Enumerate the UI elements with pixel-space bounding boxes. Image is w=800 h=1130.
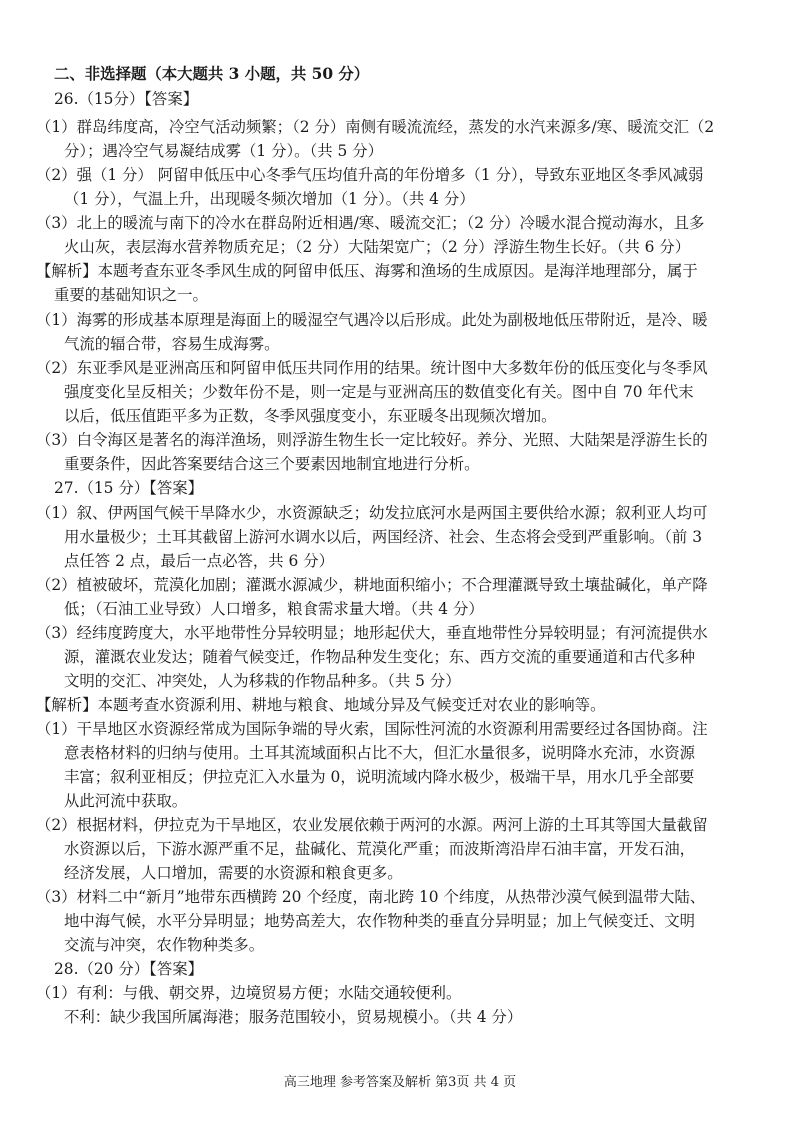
q26-analysis-line: 重要条件，因此答案要结合这三个要素因地制宜地进行分析。	[64, 455, 480, 473]
q26-answer-line: 火山灰，表层海水营养物质充足；（2 分）大陆架宽广；（2 分）浮游生物生长好。（共 6 分）	[64, 238, 691, 256]
q27-analysis-line: （1）干旱地区水资源经常成为国际争端的导火索，国际性河流的水资源利用需要经过各国协商。注	[36, 720, 708, 738]
q26-analysis-line: （1）海雾的形成基本原理是海面上的暖湿空气遇冷以后形成。此处为副极地低压带附近，是冷、暖	[36, 311, 708, 329]
q27-answer-line: （3）经纬度跨度大，水平地带性分异较明显；地形起伏大，垂直地带性分异较明显；有河流提供水	[36, 624, 708, 642]
q27-analysis-line: 从此河流中获取。	[64, 792, 188, 810]
q26-analysis-line: 【解析】本题考查东亚冬季风生成的阿留申低压、海雾和渔场的生成原因。是海洋地理部分，属于	[36, 262, 698, 280]
q27-answer-line: 文明的交汇、冲突处，人为移栽的作物品种多。（共 5 分）	[64, 672, 461, 690]
q26-analysis-line: （3）白令海区是著名的海洋渔场，则浮游生物生长一定比较好。养分、光照、大陆架是浮游生长的	[36, 431, 708, 449]
q27-analysis-line: 经济发展，人口增加，需要的水资源和粮食更多。	[64, 864, 403, 882]
q26-analysis-line: 强度变化呈反相关；少数年份不是，则一定是与亚洲高压的数值变化有关。图中自 70 年代末	[64, 383, 694, 401]
q26-answer-line: （1）群岛纬度高，冷空气活动频繁；（2 分）南侧有暖流流经，蒸发的水汽来源多/寒、暖流交汇（2	[36, 118, 715, 136]
page-footer: 高三地理 参考答案及解析 第3页 共 4 页	[283, 1075, 517, 1090]
q27-analysis-line: 交流与冲突，农作物种类多。	[64, 936, 265, 954]
q26-analysis-line: 以后，低压值距平多为正数，冬季风强度变小，东亚暖冬出现频次增加。	[64, 407, 557, 425]
q28-answer-line: （1）有利：与俄、朝交界，边境贸易方便；水陆交通较便利。	[36, 984, 462, 1002]
q26-answer-line: 分）；遇冷空气易凝结成雾（1 分）。（共 5 分）	[64, 142, 383, 160]
q27-analysis-line: （3）材料二中“新月”地带东西横跨 20 个经度，南北跨 10 个纬度，从热带沙漠气候到温带大陆、	[36, 888, 706, 906]
q28-answer-line: 不利：缺少我国所属海港；服务范围较小，贸易规模小。（共 4 分）	[64, 1008, 523, 1026]
q26-answer-line: （3）北上的暖流与南下的冷水在群岛附近相遇/寒、暖流交汇；（2 分）冷暖水混合搅动海水，且多	[36, 214, 705, 232]
q27-analysis-line: 丰富；叙利亚相反；伊拉克汇入水量为 0，说明流域内降水极少，极端干旱，用水几乎全部要	[64, 768, 695, 786]
q27-analysis-line: 【解析】本题考查水资源利用、耕地与粮食、地域分异及气候变迁对农业的影响等。	[36, 696, 606, 714]
q26-analysis-line: （2）东亚季风是亚洲高压和阿留申低压共同作用的结果。统计图中大多数年份的低压变化与冬季风	[36, 359, 708, 377]
q26-answer-line: （2）强（1 分） 阿留申低压中心冬季气压均值升高的年份增多（1 分），导致东亚地区冬季风减弱	[36, 166, 704, 184]
q27-answer-line: 用水量极少；土耳其截留上游河水调水以后，两国经济、社会、生态将会受到严重影响。（前 3	[64, 528, 703, 546]
q26-analysis-line: 气流的辐合带，容易生成海雾。	[64, 335, 280, 353]
q26-analysis-line: 重要的基础知识之一。	[54, 286, 208, 304]
q27-analysis-line: 水资源以后，下游水源严重不足，盐碱化、荒漠化严重；而波斯湾沿岸石油丰富，开发石油，	[64, 840, 696, 858]
q27-analysis-line: 地中海气候，水平分异明显；地势高差大，农作物种类的垂直分异明显；加上气候变迁、文明	[64, 912, 696, 930]
q27-answer-line: 低；（石油工业导致）人口增多，粮食需求量大增。（共 4 分）	[64, 600, 484, 618]
q27-answer-line: 源，灌溉农业发达；随着气候变迁，作物品种发生变化；东、西方交流的重要通道和古代多种	[64, 648, 696, 666]
q26-answer-line: （1 分），气温上升，出现暖冬频次增加（1 分）。（共 4 分）	[64, 190, 475, 208]
q27-answer-line: （2）植被破坏，荒漠化加剧；灌溉水源减少，耕地面积缩小；不合理灌溉导致土壤盐碱化，单产降	[36, 576, 708, 594]
q27-analysis-line: （2）根据材料，伊拉克为干旱地区，农业发展依赖于两河的水源。两河上游的土耳其等国大量截留	[36, 816, 708, 834]
q28-header: 28.（20 分）【答案】	[54, 960, 203, 978]
q27-answer-line: （1）叙、伊两国气候干旱降水少，水资源缺乏；幼发拉底河水是两国主要供给水源；叙利亚人均可	[36, 504, 708, 522]
q27-header: 27.（15 分）【答案】	[54, 479, 203, 497]
q27-analysis-line: 意表格材料的归纳与使用。土耳其流域面积占比不大，但汇水量很多，说明降水充沛，水资源	[64, 744, 696, 762]
q27-answer-line: 点任答 2 点，最后一点必答，共 6 分）	[64, 552, 335, 570]
section-title: 二、非选择题（本大题共 3 小题，共 50 分）	[54, 65, 370, 83]
q26-header: 26.（15分）【答案】	[54, 90, 199, 108]
